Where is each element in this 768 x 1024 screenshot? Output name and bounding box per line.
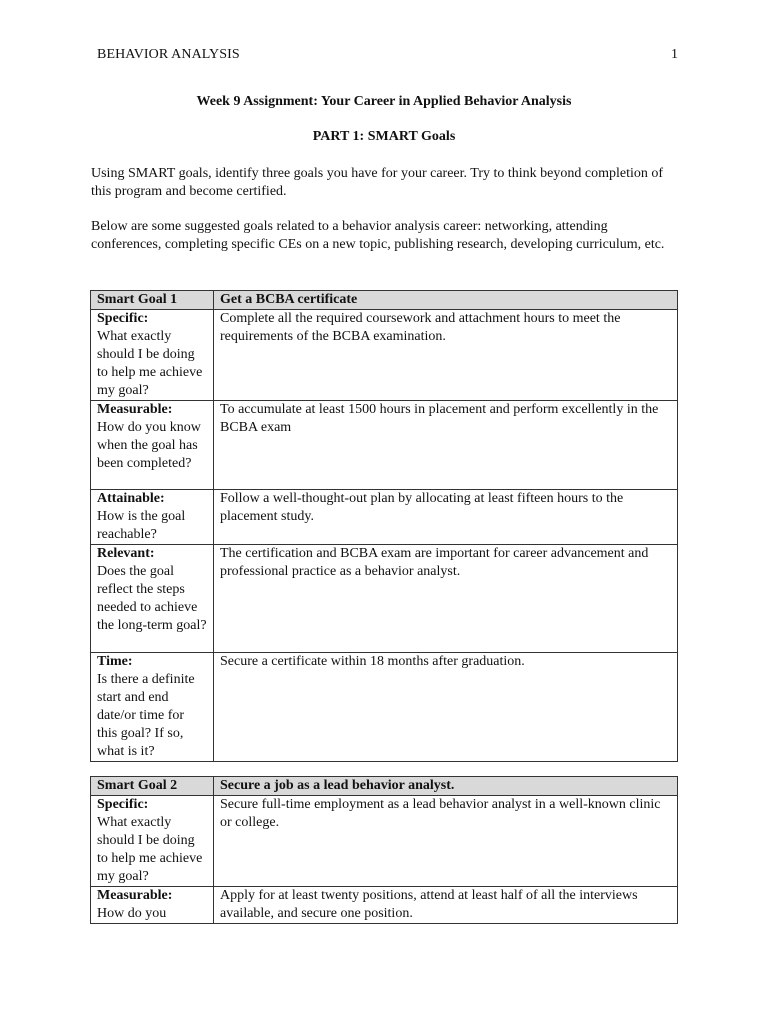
criterion-question: How do you <box>97 906 167 921</box>
criterion-question: Is there a definite start and end date/or time for this goal? If so, what is it? <box>97 672 195 759</box>
criterion-label: Measurable: <box>97 402 173 417</box>
smart-goal-2-table <box>90 776 678 924</box>
criterion-label: Attainable: <box>97 491 165 506</box>
table-header-row <box>91 777 678 796</box>
suggestions-paragraph: Below are some suggested goals related to a behavior analysis career: networking, attending conferences, completing specific CEs on a new topic, publishing research, developing curriculum, etc. <box>91 219 665 252</box>
smart-goal-1-table <box>90 290 678 762</box>
answer-cell: Apply for at least twenty positions, attend at least half of all the interviews available, and secure one position. <box>214 887 678 924</box>
table-row <box>91 796 678 887</box>
table-row <box>91 401 678 490</box>
table-row <box>91 490 678 545</box>
criterion-label: Relevant: <box>97 546 155 561</box>
criterion-cell <box>91 545 214 653</box>
goal-label-cell: Smart Goal 2 <box>91 777 214 796</box>
table-row <box>91 887 678 924</box>
table-row <box>91 545 678 653</box>
goal-label-cell: Smart Goal 1 <box>91 291 214 310</box>
part-heading: PART 1: SMART Goals <box>312 129 456 144</box>
criterion-label: Time: <box>97 654 133 669</box>
criterion-question: What exactly should I be doing to help me achieve my goal? <box>97 329 203 398</box>
criterion-label: Specific: <box>97 311 149 326</box>
goal-title-cell: Get a BCBA certificate <box>214 291 678 310</box>
page-number: 1 <box>671 47 678 62</box>
criterion-label: Specific: <box>97 797 149 812</box>
criterion-question: How is the goal reachable? <box>97 509 186 542</box>
table-row <box>91 653 678 762</box>
criterion-question: Does the goal reflect the steps needed to achieve the long-term goal? <box>97 564 207 633</box>
table-header-row <box>91 291 678 310</box>
answer-cell: The certification and BCBA exam are important for career advancement and professional practice as a behavior analyst. <box>214 545 678 653</box>
criterion-cell <box>91 490 214 545</box>
criterion-cell <box>91 401 214 490</box>
running-head: BEHAVIOR ANALYSIS <box>97 47 240 62</box>
answer-cell: Follow a well-thought-out plan by allocating at least fifteen hours to the placement study. <box>214 490 678 545</box>
answer-cell: To accumulate at least 1500 hours in placement and perform excellently in the BCBA exam <box>214 401 678 490</box>
answer-cell: Complete all the required coursework and attachment hours to meet the requirements of the BCBA examination. <box>214 310 678 401</box>
answer-cell: Secure full-time employment as a lead behavior analyst in a well-known clinic or college. <box>214 796 678 887</box>
document-title: Week 9 Assignment: Your Career in Applied Behavior Analysis <box>196 94 572 109</box>
intro-paragraph: Using SMART goals, identify three goals you have for your career. Try to think beyond completion of this program and become certified. <box>91 166 664 199</box>
criterion-cell <box>91 653 214 762</box>
goal-title-cell: Secure a job as a lead behavior analyst. <box>214 777 678 796</box>
criterion-cell <box>91 887 214 924</box>
criterion-cell <box>91 796 214 887</box>
criterion-cell <box>91 310 214 401</box>
table-row <box>91 310 678 401</box>
criterion-question: What exactly should I be doing to help me achieve my goal? <box>97 815 203 884</box>
criterion-label: Measurable: <box>97 888 173 903</box>
answer-cell: Secure a certificate within 18 months after graduation. <box>214 653 678 762</box>
criterion-question: How do you know when the goal has been completed? <box>97 420 201 471</box>
